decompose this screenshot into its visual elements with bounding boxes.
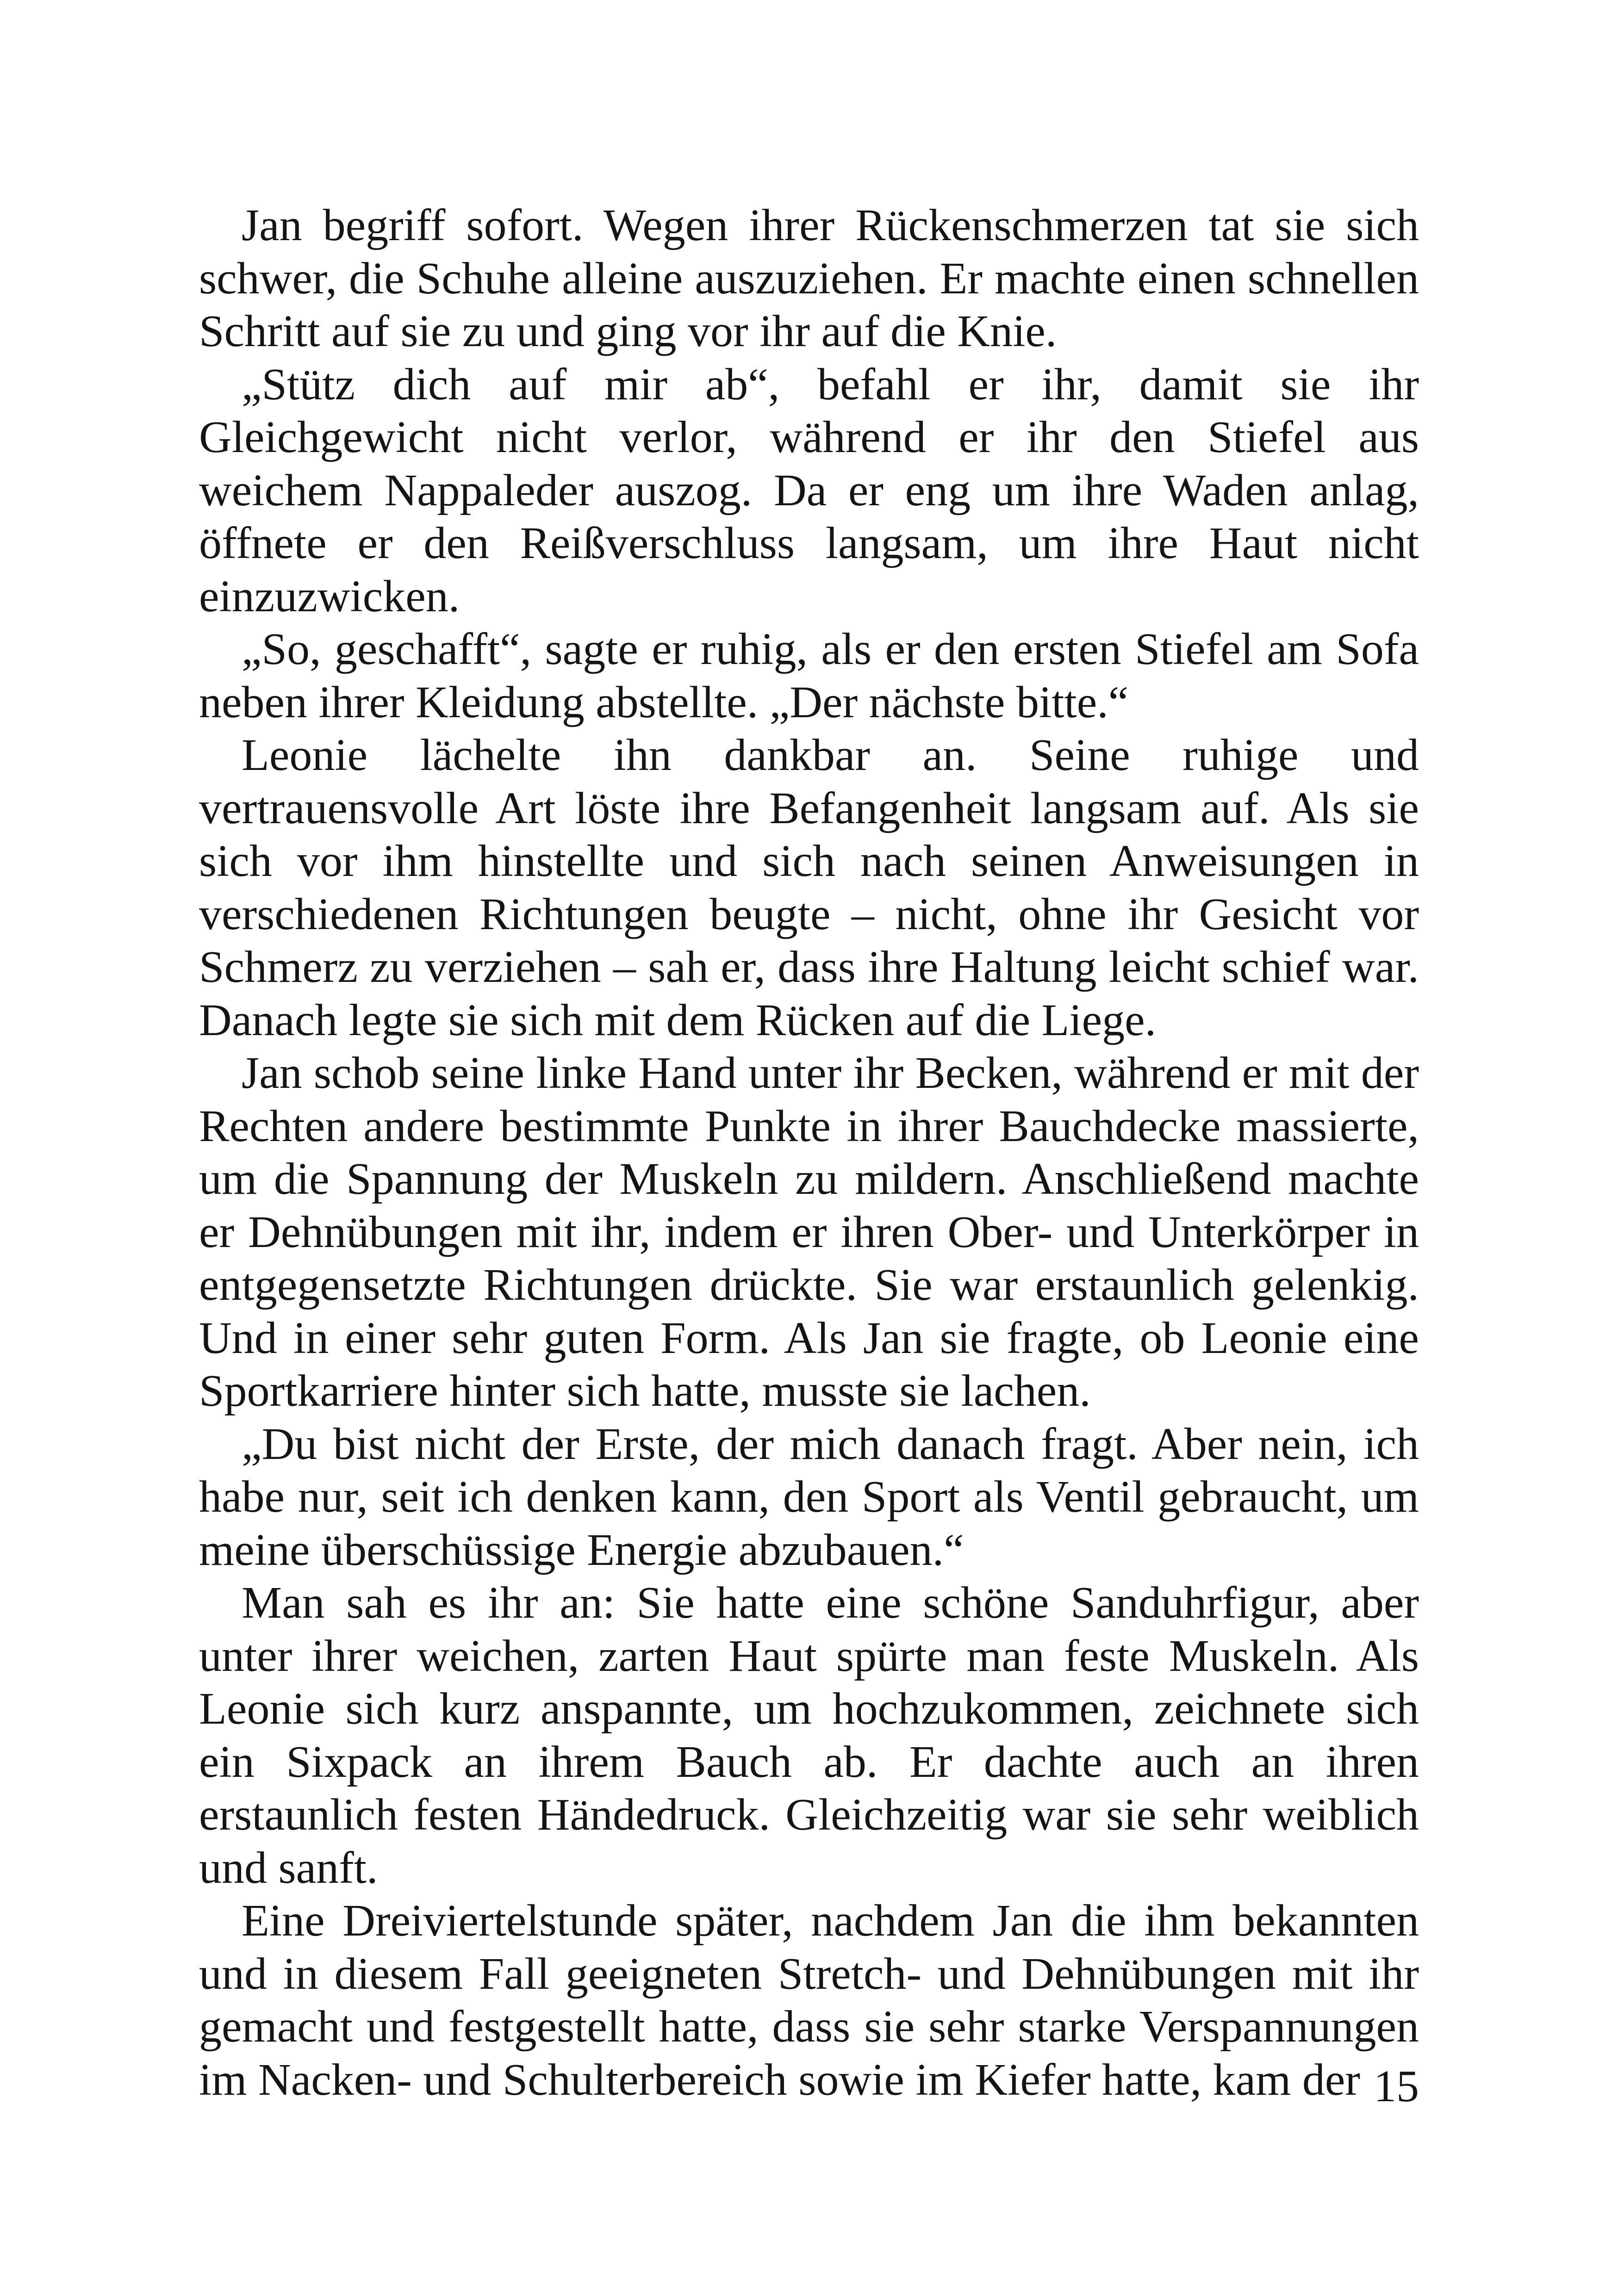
paragraph-2: „Stütz dich auf mir ab“, befahl er ihr, damit sie ihr Gleichgewicht nicht verlor, während er ihr den Stiefel aus weichem Nappaleder auszog. Da er eng um ihre Waden anlag, öffnete er den Reißverschluss langsam, um ihre Haut nicht einzuzwicken. [199, 359, 1419, 621]
paragraph-1: Jan begriff sofort. Wegen ihrer Rückenschmerzen tat sie sich schwer, die Schuhe alleine auszuziehen. Er machte einen schnellen Schritt auf sie zu und ging vor ihr auf die Knie. [199, 200, 1419, 356]
paragraph-8: Eine Dreiviertelstunde später, nachdem Jan die ihm bekannten und in diesem Fall geeigneten Stretch- und Dehnübungen mit ihr gemacht und festgestellt hatte, dass sie sehr starke Verspannungen im Nacken- und Schulterbereich sowie im Kiefer hatte, kam der [199, 1896, 1419, 2105]
page-number: 15 [1374, 2061, 1419, 2111]
paragraph-6: „Du bist nicht der Erste, der mich danach fragt. Aber nein, ich habe nur, seit ich denken kann, den Sport als Ventil gebraucht, um meine überschüssige Energie abzubauen.“ [199, 1419, 1419, 1575]
paragraph-7: Man sah es ihr an: Sie hatte eine schöne Sanduhrfigur, aber unter ihrer weichen, zarten Haut spürte man feste Muskeln. Als Leonie sich kurz anspannte, um hochzukommen, zeichnete sich ein Sixpack an ihrem Bauch ab. Er dachte auch an ihren erstaunlich festen Händedruck. Gleichzeitig war sie sehr weiblich und sanft. [199, 1578, 1419, 1893]
body-text [199, 199, 1419, 2106]
paragraph-3: „So, geschafft“, sagte er ruhig, als er den ersten Stiefel am Sofa neben ihrer Kleidung abstellte. „Der nächste bitte.“ [199, 624, 1419, 727]
paragraph-4: Leonie lächelte ihn dankbar an. Seine ruhige und vertrauensvolle Art löste ihre Befangenheit langsam auf. Als sie sich vor ihm hinstellte und sich nach seinen Anweisungen in verschiedenen Richtungen beugte – nicht, ohne ihr Gesicht vor Schmerz zu verziehen – sah er, dass ihre Haltung leicht schief war. Danach legte sie sich mit dem Rücken auf die Liege. [199, 730, 1419, 1045]
paragraph-5: Jan schob seine linke Hand unter ihr Becken, während er mit der Rechten andere bestimmte Punkte in ihrer Bauchdecke massierte, um die Spannung der Muskeln zu mildern. Anschließend machte er Dehnübungen mit ihr, indem er ihren Ober- und Unterkörper in entgegensetzte Richtungen drückte. Sie war erstaunlich gelenkig. Und in einer sehr guten Form. Als Jan sie fragte, ob Leonie eine Sportkarriere hinter sich hatte, musste sie lachen. [199, 1048, 1419, 1416]
